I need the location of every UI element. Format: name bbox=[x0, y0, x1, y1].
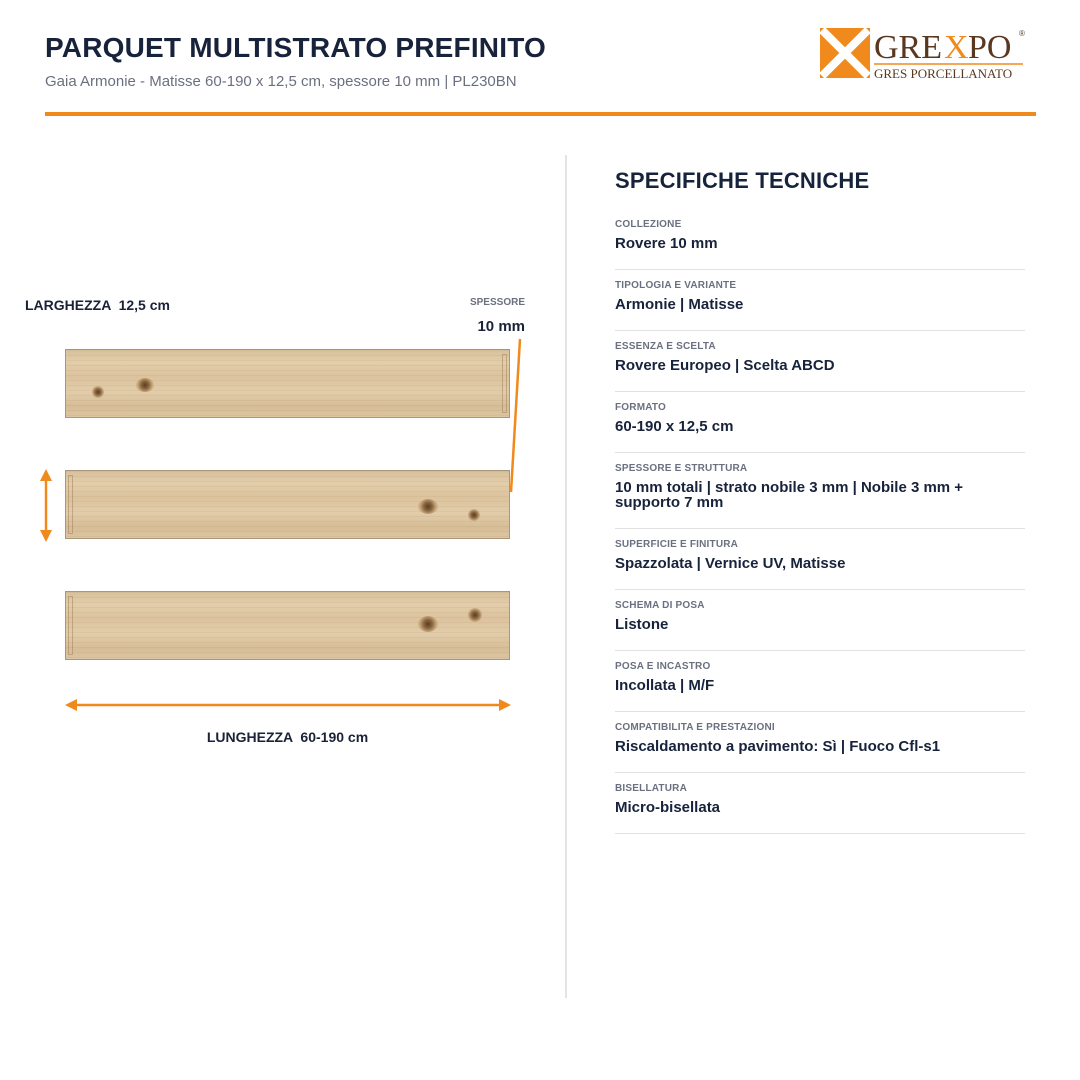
spec-value: Armonie | Matisse bbox=[615, 296, 744, 313]
spec-label: COLLEZIONE bbox=[615, 219, 682, 230]
spec-row bbox=[615, 660, 1025, 712]
specs-heading: SPECIFICHE TECNICHE bbox=[615, 168, 870, 193]
length-label: LUNGHEZZA 60-190 cm bbox=[206, 729, 369, 745]
width-label: LARGHEZZA 12,5 cm bbox=[25, 297, 170, 313]
svg-text:GRES PORCELLANATO: GRES PORCELLANATO bbox=[874, 66, 1013, 81]
svg-text:PO: PO bbox=[968, 29, 1012, 66]
svg-text:GRE: GRE bbox=[874, 29, 942, 66]
spec-label: BISELLATURA bbox=[615, 783, 688, 794]
thickness-caption: SPESSORE bbox=[469, 297, 525, 308]
spec-label: COMPATIBILITA E PRESTAZIONI bbox=[615, 722, 775, 733]
spec-value: Listone bbox=[615, 616, 669, 633]
spec-row bbox=[615, 218, 1025, 270]
svg-text:X: X bbox=[944, 29, 969, 66]
specs-panel bbox=[615, 168, 1025, 843]
spec-label: SCHEMA DI POSA bbox=[615, 600, 705, 611]
spec-value: 60-190 x 12,5 cm bbox=[615, 418, 734, 435]
thickness-leader-line bbox=[511, 339, 520, 492]
spec-label: ESSENZA E SCELTA bbox=[615, 341, 716, 352]
thickness-value: 10 mm bbox=[477, 318, 525, 335]
svg-text:®: ® bbox=[1019, 29, 1025, 38]
spec-value: Riscaldamento a pavimento: Sì | Fuoco Cfl-s1 bbox=[615, 738, 941, 755]
page-subtitle: Gaia Armonie - Matisse 60-190 x 12,5 cm, spessore 10 mm | PL230BN bbox=[45, 73, 517, 90]
length-arrow bbox=[65, 699, 511, 711]
spec-row bbox=[615, 279, 1025, 331]
page-title: PARQUET MULTISTRATO PREFINITO bbox=[45, 32, 546, 63]
spec-label: SUPERFICIE E FINITURA bbox=[615, 539, 739, 550]
spec-label: SPESSORE E STRUTTURA bbox=[615, 463, 748, 474]
spec-row bbox=[615, 782, 1025, 834]
spec-row bbox=[615, 599, 1025, 651]
spec-row bbox=[615, 462, 1025, 529]
spec-value: Micro-bisellata bbox=[615, 799, 721, 816]
spec-value: Rovere Europeo | Scelta ABCD bbox=[615, 357, 835, 374]
spec-value: Incollata | M/F bbox=[615, 677, 715, 694]
spec-value: Spazzolata | Vernice UV, Matisse bbox=[615, 555, 846, 572]
spec-label: FORMATO bbox=[615, 402, 667, 413]
spec-label: POSA E INCASTRO bbox=[615, 661, 711, 672]
spec-row bbox=[615, 401, 1025, 453]
spec-value: 10 mm totali | strato nobile 3 mm | Nobile 3 mm + supporto 7 mm bbox=[615, 479, 964, 511]
spec-row bbox=[615, 721, 1025, 773]
spec-row bbox=[615, 340, 1025, 392]
spec-label: TIPOLOGIA E VARIANTE bbox=[615, 280, 737, 291]
width-arrow bbox=[40, 469, 52, 542]
spec-value: Rovere 10 mm bbox=[615, 235, 718, 252]
spec-row bbox=[615, 538, 1025, 590]
